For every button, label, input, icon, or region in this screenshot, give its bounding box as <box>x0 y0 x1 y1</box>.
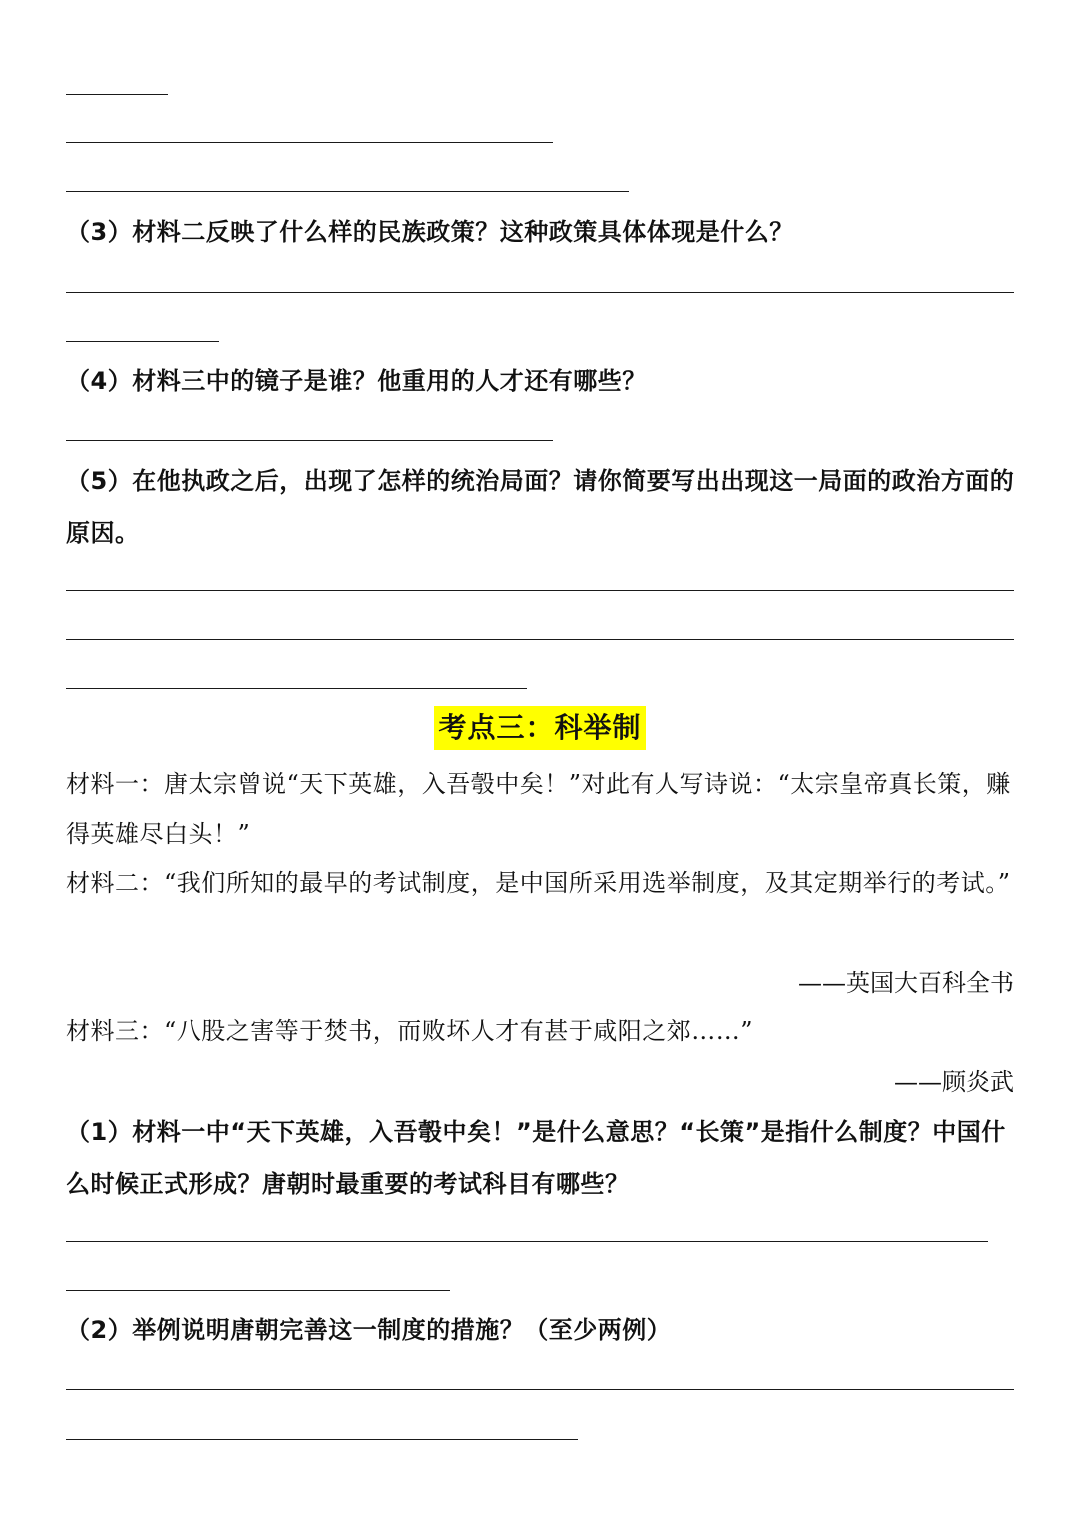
material-3: 材料三：“八股之害等于焚书，而败坏人才有甚于咸阳之郊……” <box>66 1017 754 1045</box>
answer-line[interactable] <box>66 1439 578 1440</box>
answer-line[interactable] <box>66 1241 988 1242</box>
question-5: （5）在他执政之后，出现了怎样的统治局面？请你简要写出出现这一局面的政治方面的原因。 <box>66 467 1015 547</box>
answer-line[interactable] <box>66 440 553 441</box>
question-s3-1: （1）材料一中“天下英雄，入吾彀中矣！”是什么意思？“长策”是指什么制度？中国什么时候正式形成？唐朝时最重要的考试科目有哪些？ <box>66 1118 1006 1198</box>
answer-line[interactable] <box>66 191 629 192</box>
answer-line[interactable] <box>66 639 1014 640</box>
material-2-source: ——英国大百科全书 <box>798 969 1014 997</box>
answer-line[interactable] <box>66 292 1014 293</box>
answer-line[interactable] <box>66 590 1014 591</box>
material-2: 材料二：“我们所知的最早的考试制度，是中国所采用选举制度，及其定期举行的考试。” <box>66 869 1011 897</box>
answer-line[interactable] <box>66 1389 1014 1390</box>
answer-line[interactable] <box>66 1290 450 1291</box>
answer-line[interactable] <box>66 142 553 143</box>
answer-line[interactable] <box>66 341 219 342</box>
question-s3-2: （2）举例说明唐朝完善这一制度的措施？（至少两例） <box>66 1316 672 1344</box>
question-3: （3）材料二反映了什么样的民族政策？这种政策具体体现是什么？ <box>66 218 794 246</box>
material-1: 材料一：唐太宗曾说“天下英雄，入吾彀中矣！”对此有人写诗说：“太宗皇帝真长策，赚得英雄尽白头！” <box>66 770 1011 848</box>
answer-line[interactable] <box>66 688 527 689</box>
material-3-source: ——顾炎武 <box>894 1068 1014 1096</box>
section-heading <box>0 706 1080 750</box>
answer-line[interactable] <box>66 94 168 95</box>
question-4: （4）材料三中的镜子是谁？他重用的人才还有哪些？ <box>66 367 647 395</box>
section-title-text: 考点三：科举制 <box>434 706 645 750</box>
